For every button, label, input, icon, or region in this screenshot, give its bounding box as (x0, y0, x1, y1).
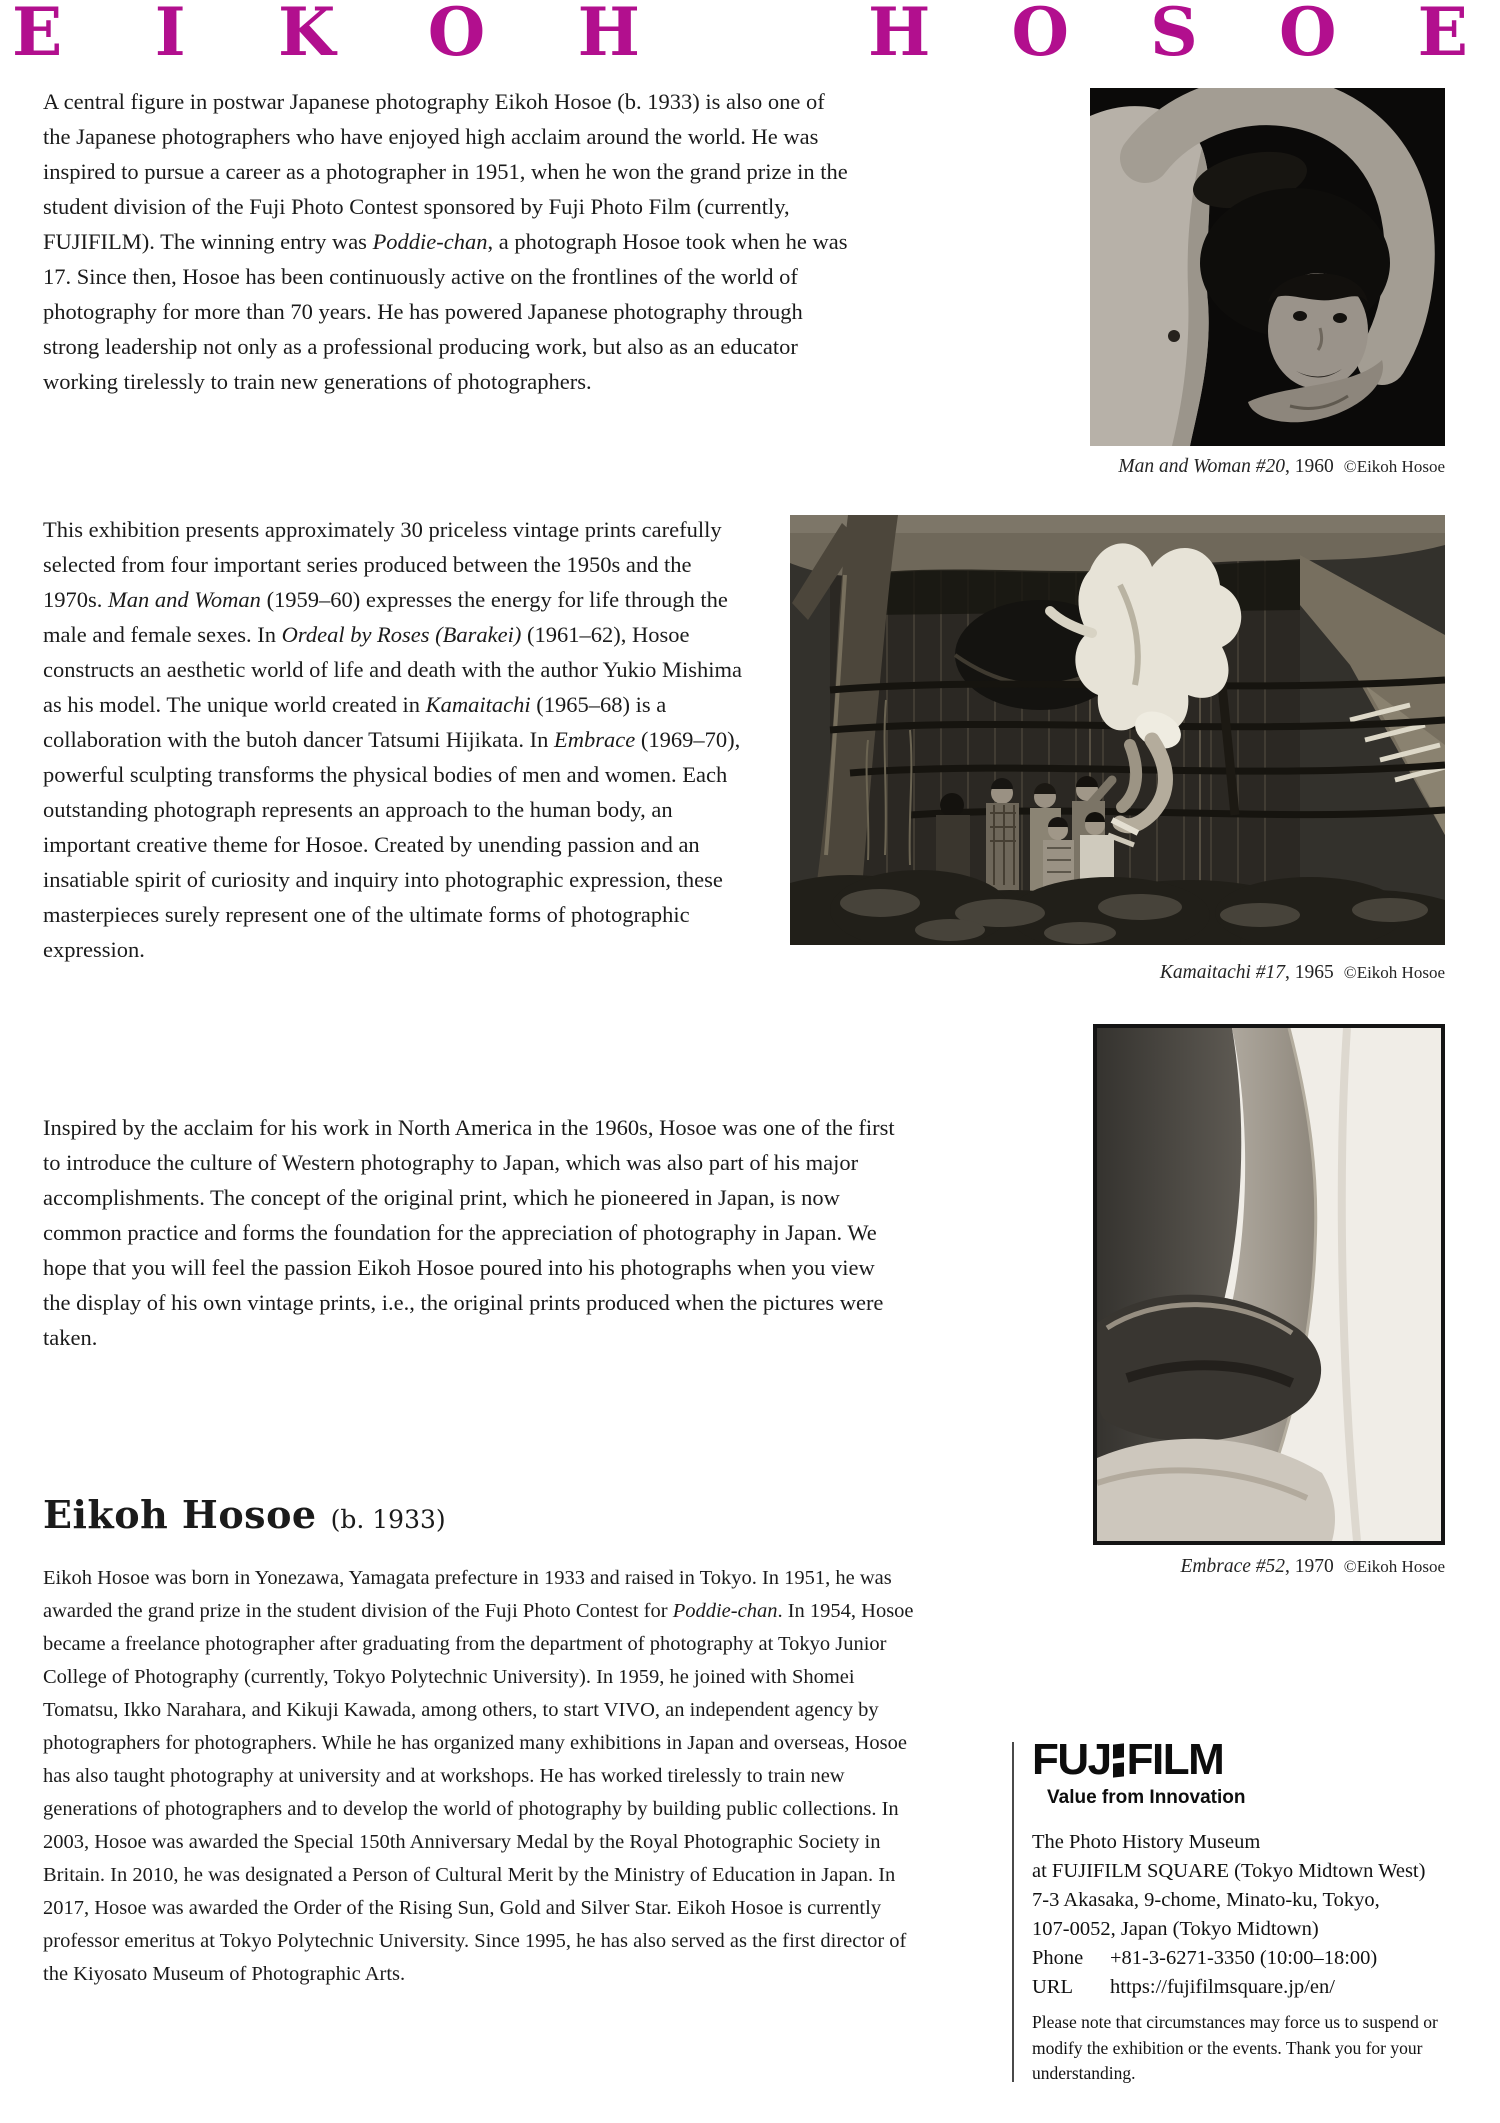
caption-credit: ©Eikoh Hosoe (1343, 457, 1445, 476)
address-line-2: at FUJIFILM SQUARE (Tokyo Midtown West) (1032, 1860, 1426, 1882)
bio-heading-birth-year: (b. 1933) (330, 1505, 446, 1534)
title-letter: O (1279, 0, 1337, 71)
caption-series-title: Kamaitachi #17 (1159, 962, 1286, 983)
fujifilm-tagline: Value from Innovation (1047, 1787, 1246, 1808)
caption-series-title: Embrace #52 (1180, 1556, 1286, 1577)
photo-kamaitachi (790, 515, 1445, 945)
man-and-woman-photo-illustration (1090, 88, 1445, 446)
bio-heading (43, 1492, 446, 1537)
title-letter: S (1150, 0, 1198, 71)
caption-year: , 1965 (1285, 962, 1334, 983)
italic-work-title: Embrace (554, 727, 636, 752)
caption-year: , 1970 (1285, 1556, 1334, 1577)
italic-work-title: Poddie-chan (672, 1600, 778, 1622)
caption-credit: ©Eikoh Hosoe (1343, 1557, 1445, 1576)
page-title (12, 0, 1468, 71)
title-word-hosoe (868, 0, 1468, 71)
address-line-3: 7-3 Akasaka, 9-chome, Minato-ku, Tokyo, (1032, 1889, 1380, 1911)
caption-embrace (945, 1556, 1445, 1578)
italic-work-title: Man and Woman (108, 587, 261, 612)
intro-paragraph-3: Inspired by the acclaim for his work in North America in the 1960s, Hosoe was one of the first to introduce the culture of Western photography to Japan, which was also part of his major accomplishments. The concept of the original print, which he pioneered in Japan, is now common practice and forms the foundation for the appreciation of photography in Japan. We hope that you will feel the passion Eikoh Hosoe poured into his photographs when you view the display of his own vintage prints, i.e., the original prints produced when the pictures were taken. (43, 1115, 895, 1350)
caption-year: , 1960 (1285, 456, 1334, 477)
title-letter: O (1011, 0, 1070, 71)
title-letter: K (277, 0, 336, 71)
url-link[interactable]: https://fujifilmsquare.jp/en/ (1110, 1976, 1335, 1998)
caption-series-title: Man and Woman #20 (1118, 456, 1286, 477)
title-letter: O (427, 0, 486, 71)
museum-address-block (1032, 1828, 1472, 2002)
title-letter: E (1417, 0, 1468, 71)
address-line-4: 107-0052, Japan (Tokyo Midtown) (1032, 1918, 1319, 1940)
title-letter: H (868, 0, 931, 71)
italic-work-title: Kamaitachi (425, 692, 531, 717)
intro-paragraph-1: A central figure in postwar Japanese photography Eikoh Hosoe (b. 1933) is also one of the Japanese photographers who have enjoyed high acclaim around the world. He was inspired to pursue a career as a photographer in 1951, when he won the grand prize in the student division of the Fuji Photo Contest sponsored by Fuji Photo Film (currently, FUJIFILM). The winning entry was Poddie-chan, a photograph Hosoe took when he was 17. Since then, Hosoe has been continuously active on the frontlines of the world of photography for more than 70 years. He has powered Japanese photography through strong leadership not only as a professional producing work, but also as an educator working tirelessly to train new generations of photographers. (43, 89, 848, 394)
title-letter: I (154, 0, 186, 71)
phone-label: Phone (1032, 1947, 1084, 1969)
caption-kamaitachi (945, 962, 1445, 984)
photo-embrace (1093, 1024, 1445, 1545)
vertical-divider-rule (1012, 1742, 1014, 2082)
fujifilm-logo (1032, 1735, 1224, 1784)
title-word-eikoh (12, 0, 640, 71)
fujifilm-logo-left: FUJ (1032, 1735, 1111, 1784)
title-letter: H (577, 0, 640, 71)
kamaitachi-photo-illustration (790, 515, 1445, 945)
caption-credit: ©Eikoh Hosoe (1343, 963, 1445, 982)
italic-work-title: Poddie-chan (372, 229, 488, 254)
phone-row (1032, 1944, 1472, 1973)
photo-man-and-woman (1090, 88, 1445, 446)
bio-paragraph: Eikoh Hosoe was born in Yonezawa, Yamagata prefecture in 1933 and raised in Tokyo. In 1951, he was awarded the grand prize in the student division of the Fuji Photo Contest for Poddie-chan. In 1954, Hosoe became a freelance photographer after graduating from the department of photography at Tokyo Junior College of Photography (currently, Tokyo Polytechnic University). In 1959, he joined with Shomei Tomatsu, Ikko Narahara, and Kikuji Kawada, among others, to start VIVO, an independent agency by photographers for photographers. While he has organized many exhibitions in Japan and overseas, Hosoe has also taught photography at university and at workshops. He has worked tirelessly to train new generations of photographers and to develop the world of photography by building public collections. In 2003, Hosoe was awarded the Special 150th Anniversary Medal by the Royal Photographic Society in Britain. In 2010, he was designated a Person of Cultural Merit by the Ministry of Education in Japan. In 2017, Hosoe was awarded the Order of the Rising Sun, Gold and Silver Star. Eikoh Hosoe is currently professor emeritus at Tokyo Polytechnic University. Since 1995, he has also served as the first director of the Kiyosato Museum of Photographic Arts. (43, 1567, 914, 1985)
title-letter: E (12, 0, 63, 71)
italic-work-title: Ordeal by Roses (Barakei) (281, 622, 522, 647)
fujifilm-logo-right: FILM (1126, 1735, 1224, 1784)
caption-man-and-woman (945, 456, 1445, 478)
address-line-1: The Photo History Museum (1032, 1831, 1261, 1853)
phone-value: +81-3-6271-3350 (10:00–18:00) (1110, 1947, 1378, 1969)
intro-paragraph-2: This exhibition presents approximately 30 priceless vintage prints carefully selected from four important series produced between the 1950s and the 1970s. Man and Woman (1959–60) expresses the energy for life through the male and female sexes. In Ordeal by Roses (Barakei) (1961–62), Hosoe constructs an aesthetic world of life and death with the author Yukio Mishima as his model. The unique world created in Kamaitachi (1965–68) is a collaboration with the butoh dancer Tatsumi Hijikata. In Embrace (1969–70), powerful sculpting transforms the physical bodies of men and women. Each outstanding photograph represents an approach to the human body, an important creative theme for Hosoe. Created by unending passion and an insatiable spirit of curiosity and inquiry into photographic expression, these masterpieces surely represent one of the ultimate forms of photographic expression. (43, 517, 742, 962)
embrace-photo-illustration (1097, 1028, 1441, 1541)
fujifilm-logo-split-i-glyph (1113, 1744, 1124, 1777)
notice-text: Please note that circumstances may force us to suspend or modify the exhibition or the events. Thank you for your understanding. (1032, 2012, 1438, 2083)
url-label: URL (1032, 1976, 1073, 1998)
url-row (1032, 1973, 1472, 2002)
bio-heading-name: Eikoh Hosoe (43, 1492, 317, 1537)
